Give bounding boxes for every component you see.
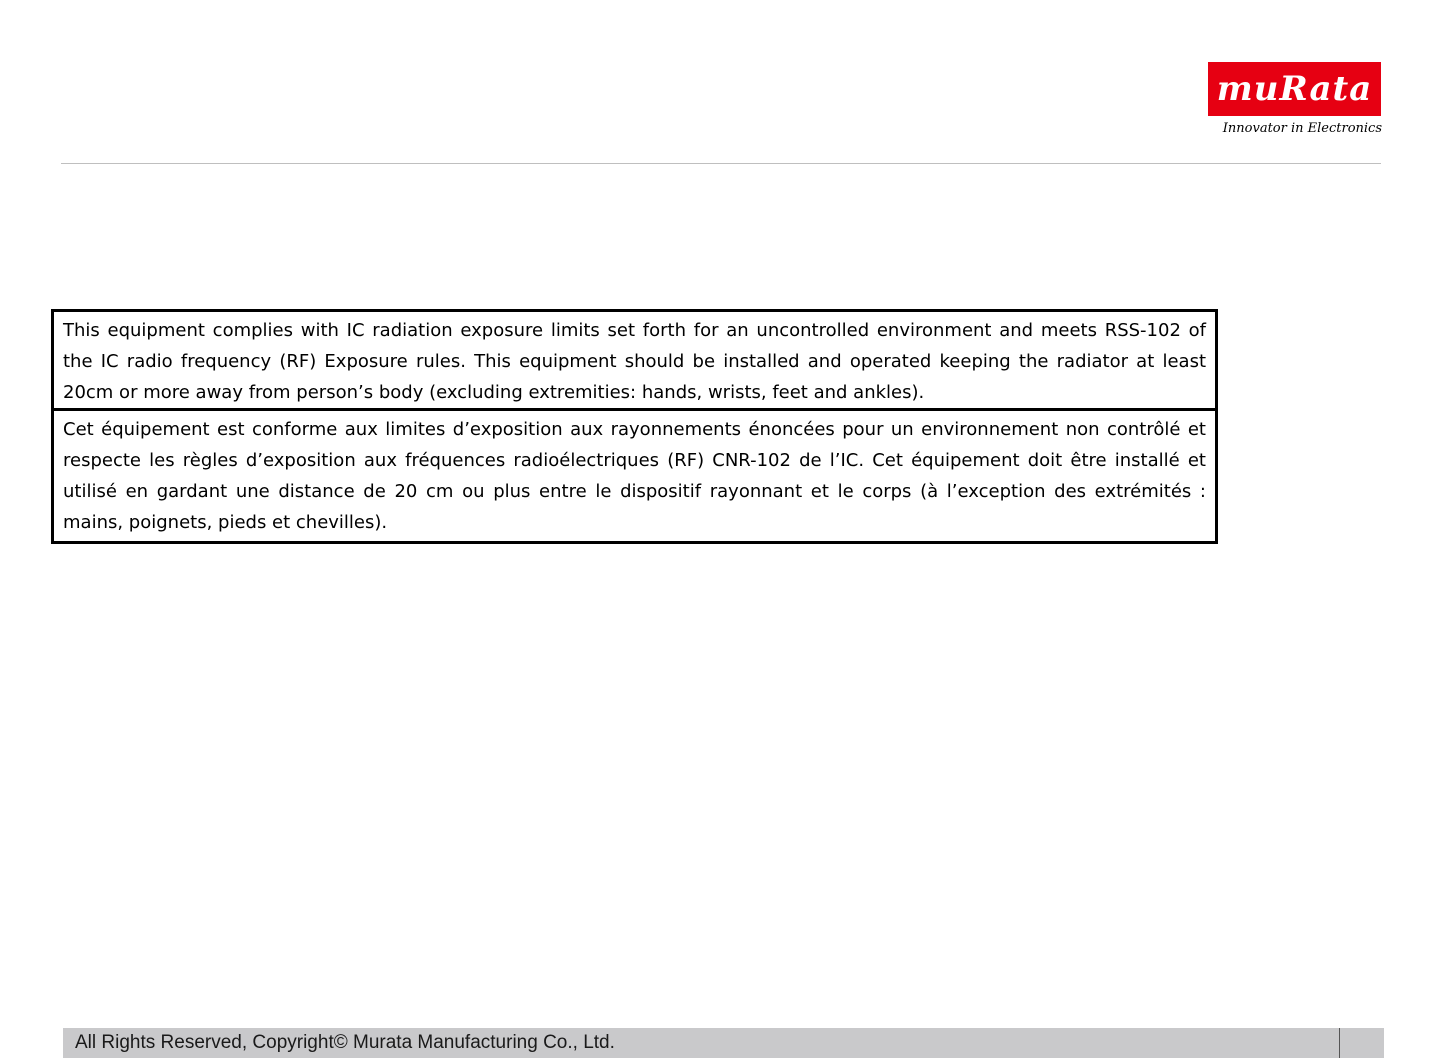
copyright-text: All Rights Reserved, Copyright© Murata Manufacturing Co., Ltd. — [75, 1032, 615, 1053]
notice-english: This equipment complies with IC radiation exposure limits set forth for an uncontrolled environment and meets RSS-102 of the IC radio frequency (RF) Exposure rules. This equipment should be installed and operated keeping the radiator at least 20cm or more away from person’s body (excluding extremities: hands, wrists, feet and ankles). — [63, 320, 1206, 403]
logo-box — [1208, 62, 1381, 116]
rf-exposure-notice — [51, 309, 1218, 544]
footer-bar — [63, 1028, 1384, 1058]
murata-logo — [1208, 62, 1382, 136]
logo-tagline: Innovator in Electronics — [1222, 121, 1382, 136]
header-divider — [61, 163, 1381, 164]
notice-french: Cet équipement est conforme aux limites d’exposition aux rayonnements énoncées pour un environnement non contrôlé et respecte les règles d’exposition aux fréquences radioélectriques (RF) CNR-102 de l’IC. Cet équipement doit être installé et utilisé en gardant une distance de 20 cm ou plus entre le dispositif rayonnant et le corps (à l’exception des extrémités : mains, poignets, pieds et chevilles). — [63, 419, 1206, 533]
footer-separator — [1339, 1028, 1340, 1058]
logo-wordmark: muRata — [1216, 69, 1373, 109]
